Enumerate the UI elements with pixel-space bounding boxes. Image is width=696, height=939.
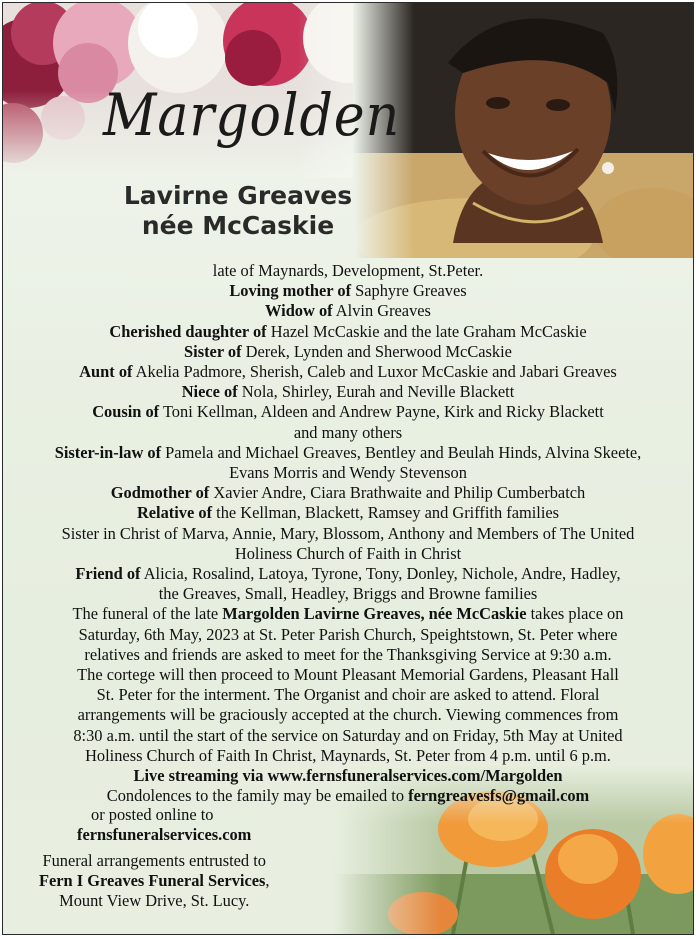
sister-in-christ-line-2: Holiness Church of Faith in Christ <box>234 543 462 563</box>
condolences-line: Condolences to the family may be emailed to ferngreavesfs@gmail.com <box>106 786 590 806</box>
funeral-line-2: Saturday, 6th May, 2023 at St. Peter Parish Church, Speightstown, St. Peter where <box>78 624 618 644</box>
funeral-home-address: Mount View Drive, St. Lucy. <box>59 891 250 911</box>
funeral-line-8: Holiness Church of Faith In Christ, Maynards, St. Peter from 4 p.m. until 6 p.m. <box>85 745 611 765</box>
relative-line: Relative of the Kellman, Blackett, Ramsey and Griffith families <box>136 503 560 523</box>
daughter-line: Cherished daughter of Hazel McCaskie and the late Graham McCaskie <box>109 321 587 341</box>
obituary-body <box>9 261 687 806</box>
surname-heading: Lavirne Greaves <box>123 181 353 210</box>
godmother-line: Godmother of Xavier Andre, Ciara Brathwaite and Philip Cumberbatch <box>110 483 586 503</box>
maiden-name-heading: née McCaskie <box>141 211 335 240</box>
mother-line: Loving mother of Saphyre Greaves <box>229 281 467 301</box>
friend-line: Friend of Alicia, Rosalind, Latoya, Tyrone, Tony, Donley, Nichole, Andre, Hadley, <box>75 564 621 584</box>
aunt-line: Aunt of Akelia Padmore, Sherish, Caleb and Luxor McCaskie and Jabari Greaves <box>79 362 617 382</box>
cousin-line-2: and many others <box>293 422 403 442</box>
website-link[interactable]: fernsfuneralservices.com <box>77 825 252 845</box>
funeral-line-4: The cortege will then proceed to Mount Pleasant Memorial Gardens, Pleasant Hall <box>77 665 619 685</box>
niece-line: Niece of Nola, Shirley, Eurah and Neville Blackett <box>181 382 515 402</box>
online-line-1: or posted online to <box>91 805 214 824</box>
funeral-home-name: Fern I Greaves Funeral Services <box>39 871 266 891</box>
cousin-line: Cousin of Toni Kellman, Aldeen and Andrew Payne, Kirk and Ricky Blackett <box>92 402 604 422</box>
funeral-line-6: arrangements will be graciously accepted at the church. Viewing commences from <box>77 705 619 725</box>
livestream-line <box>9 766 687 786</box>
funeral-line-1: The funeral of the late Margolden Lavirne Greaves, née McCaskie takes place on <box>72 604 624 624</box>
condolences-email-link[interactable]: ferngreavesfs@gmail.com <box>408 786 590 806</box>
arrangements-line: Funeral arrangements entrusted to <box>42 851 266 870</box>
funeral-line-7: 8:30 a.m. until the start of the service on Saturday and on Friday, 5th May at United <box>73 725 623 745</box>
widow-line: Widow of Alvin Greaves <box>265 301 431 321</box>
obituary-notice <box>2 2 694 935</box>
sister-in-christ-line: Sister in Christ of Marva, Annie, Mary, Blossom, Anthony and Members of The United <box>61 523 635 543</box>
friend-line-2: the Greaves, Small, Headley, Briggs and Browne families <box>158 584 538 604</box>
livestream-link[interactable]: Live streaming via www.fernsfuneralservices.com/Margolden <box>133 766 563 786</box>
funeral-home-line: Fern I Greaves Funeral Services, <box>39 871 270 891</box>
online-condolences <box>77 805 251 845</box>
sister-line: Sister of Derek, Lynden and Sherwood McCaskie <box>184 341 512 361</box>
late-of-line: late of Maynards, Development, St.Peter. <box>212 261 484 280</box>
first-name-heading: Margolden <box>103 81 401 149</box>
funeral-line-5: St. Peter for the interment. The Organist and choir are asked to attend. Floral <box>96 685 600 705</box>
sister-in-law-line-2: Evans Morris and Wendy Stevenson <box>229 463 467 483</box>
funeral-line-3: relatives and friends are asked to meet for the Thanksgiving Service at 9:30 a.m. <box>84 644 612 664</box>
sister-in-law-line: Sister-in-law of Pamela and Michael Greaves, Bentley and Beulah Hinds, Alvina Skeete, <box>54 442 642 462</box>
funeral-director-block <box>39 851 270 912</box>
